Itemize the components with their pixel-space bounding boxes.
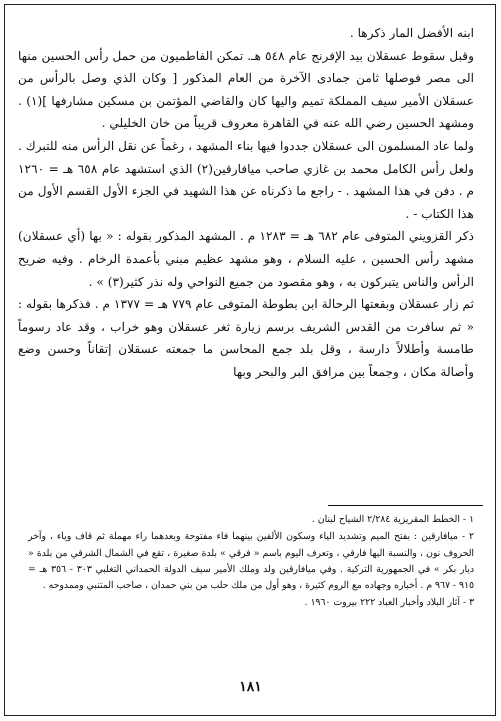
page-body [18,22,474,384]
paragraph-5: ثم زار عسقلان وبقعتها الرحالة ابن بطوطة المتوفى عام ٧٧٩ هـ = ١٣٧٧ م . فذكرها بقوله : « ثم سافرت من القدس الشريف برسم زيارة ثغر عسقلان وهو خراب ، وقد عاد رسوماً طامسة وأطلالاً دارسة ، وقل بلد جمع المحاسن ما جمعته عسقلان إتقاناً وحسن وضع وأصالة مكان ، وجمعاً بين مرافق البر والبحر وبها [18,297,474,379]
footnote-2: ٢ - ميافارقين : بفتح الميم وتشديد الياء وسكون الألفين بينهما فاء مفتوحة وبعدهما راء مهملة ثم قاف وياء ، وآخر الحروف نون ، والنسبة اليها فارقي ، وتعرف اليوم باسم « فرقي » بلدة صغيرة ، تقع في الشمال الشرقي من بلدة « ديار بكر » في الجمهورية التركية . وفي ميافارقين ولد وملك الأمير سيف الدولة الحمداني التغلبي ٣٠٣ - ٣٥٦ هـ = ٩١٥ - ٩٦٧ م . أخباره وجهاده مع الروم كثيرة ، وهو أول من ملك حلب من بني حمدان ، صاحب المتنبي وممدوحه . [28,531,475,592]
footnote-1: ١ - الخطط المقريزية ٢/٢٨٤ الشياح لبنان . [311,514,474,525]
footnote-divider [328,505,483,506]
paragraph-2: وقبل سقوط عسقلان بيد الإفرنج عام ٥٤٨ هـ. تمكن الفاطميون من حمل رأس الحسين منها الى مصر فوصلها ثامن جمادى الآخرة من العام المذكور [ وكان الذي وصل بالرأس من عسقلان الأمير سيف المملكة تميم واليها كان والقاضي المؤتمن بن مسكين مشارفها ](١) . ومشهد الحسين رضي الله عنه في القاهرة معروف قريباً من خان الخليلي . [18,48,474,131]
paragraph-3: ولما عاد المسلمون الى عسقلان جددوا فيها بناء المشهد ، رغماً عن نقل الرأس منه للتبرك . ولعل رأس الكامل محمد بن غازي صاحب ميافارقين(٢) الذي استشهد عام ٦٥٨ هـ = ١٢٦٠ م . دفن في هذا المشهد . - راجع ما ذكرناه عن هذا الشهيد في الجزء الأول القسم الأول من هذا الكتاب - . [18,138,474,221]
paragraph-1: ابنه الأفضل المار ذكرها . [349,26,474,40]
footnote-3: ٣ - آثار البلاد وأخبار العباد ٢٢٢ بيروت ١٩٦٠ . [304,597,474,609]
page-number: ١٨١ [239,679,262,695]
footnotes [28,512,474,613]
paragraph-4: ذكر القزويني المتوفى عام ٦٨٢ هـ = ١٢٨٣ م . المشهد المذكور بقوله : « بها (أي عسقلان) مشهد رأس الحسين ، عليه السلام ، وهو مشهد عظيم مبني بأعمدة الرخام . وفيه ضريح الرأس والناس يتبركون به ، وهو مقصود من جميع النواحي وله نذر كثير(٣) » . [18,229,475,289]
